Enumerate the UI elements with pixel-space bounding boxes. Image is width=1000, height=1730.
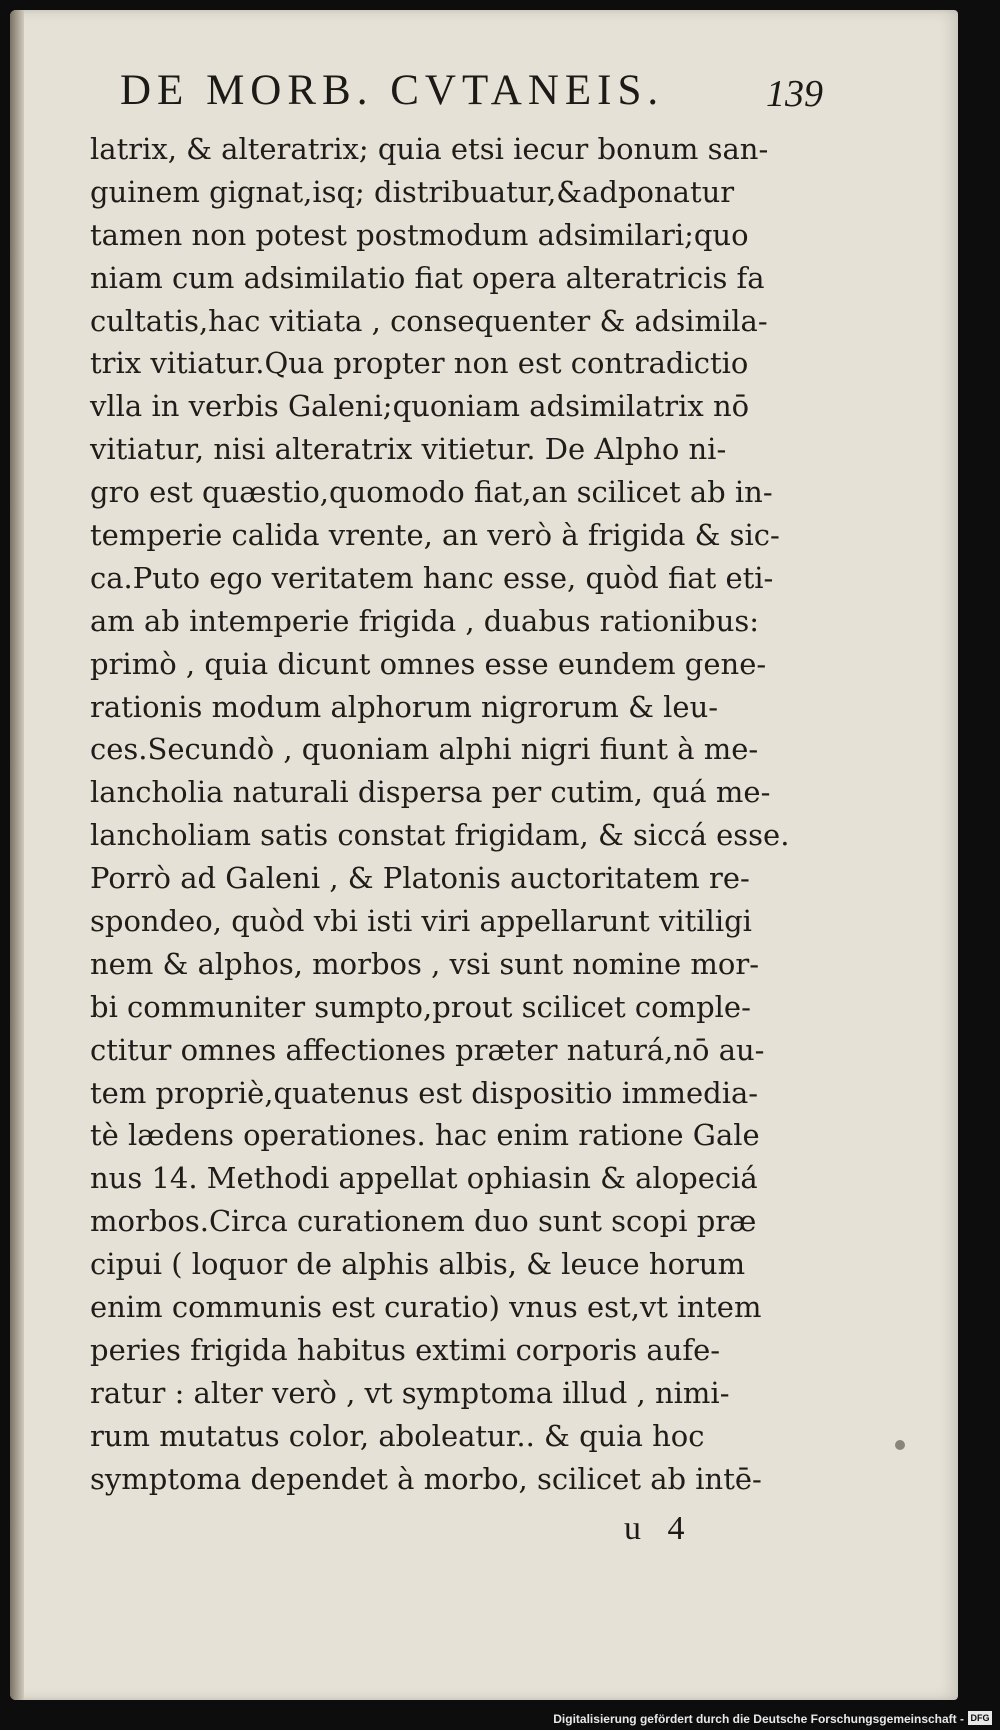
text-line: primò , quia dicunt omnes esse eundem gene- <box>90 646 767 681</box>
funding-credit: Digitalisierung gefördert durch die Deutsche Forschungsgemeinschaft - <box>553 1712 964 1726</box>
text-line: temperie calida vrente, an verò à frigida & sic- <box>90 518 780 553</box>
text-line: tè lædens operationes. hac enim ratione Gale <box>90 1118 760 1153</box>
text-line: Porrò ad Galeni , & Platonis auctoritatem re- <box>90 861 750 896</box>
book-page <box>10 10 958 1700</box>
text-line: ca.Puto ego veritatem hanc esse, quòd fiat eti- <box>90 560 774 595</box>
text-line: cipui ( loquor de alphis albis, & leuce horum <box>90 1247 746 1282</box>
text-line: gro est quæstio,quomodo fiat,an scilicet ab in- <box>90 475 773 510</box>
dfg-logo-icon: DFG <box>968 1711 992 1725</box>
text-line: rum mutatus color, aboleatur.. & quia hoc <box>90 1418 705 1453</box>
text-line: cultatis,hac vitiata , consequenter & adsimila- <box>90 303 768 338</box>
text-line: ces.Secundò , quoniam alphi nigri fiunt à me- <box>90 732 759 767</box>
running-head: DE MORB. CVTANEIS. <box>120 67 665 114</box>
text-line: morbos.Circa curationem duo sunt scopi præ <box>90 1204 757 1239</box>
text-line: enim communis est curatio) vnus est,vt intem <box>90 1290 762 1325</box>
text-line: am ab intemperie frigida , duabus rationibus: <box>90 603 760 638</box>
signature-mark: u 4 <box>624 1510 685 1547</box>
text-line: spondeo, quòd vbi isti viri appellarunt vitiligi <box>90 904 752 939</box>
text-line: tem propriè,quatenus est dispositio immedia- <box>90 1075 759 1110</box>
text-line: guinem gignat,isq; distribuatur,&adponatur <box>90 174 735 209</box>
text-line: vitiatur, nisi alteratrix vitietur. De Alpho ni- <box>90 432 727 467</box>
paper-speck <box>895 1440 905 1450</box>
text-line: niam cum adsimilatio fiat opera alteratricis fa <box>90 260 765 295</box>
text-line: peries frigida habitus extimi corporis aufe- <box>90 1332 721 1367</box>
text-line: trix vitiatur.Qua propter non est contradictio <box>90 346 749 381</box>
text-line: nem & alphos, morbos , vsi sunt nomine mor- <box>90 946 760 981</box>
text-line: rationis modum alphorum nigrorum & leu- <box>90 689 719 724</box>
text-line: symptoma dependet à morbo, scilicet ab intē- <box>90 1461 762 1496</box>
text-line: tamen non potest postmodum adsimilari;quo <box>90 217 749 252</box>
text-line: lancholia naturali dispersa per cutim, quá me- <box>90 775 771 810</box>
text-line: vlla in verbis Galeni;quoniam adsimilatrix nō <box>90 389 750 424</box>
text-line: nus 14. Methodi appellat ophiasin & alopeciá <box>90 1161 758 1196</box>
page-number: 139 <box>766 73 823 115</box>
text-line: latrix, & alteratrix; quia etsi iecur bonum san- <box>90 132 769 166</box>
text-line: ctitur omnes affectiones præter naturá,nō au- <box>90 1032 765 1067</box>
text-line: bi communiter sumpto,prout scilicet comple- <box>90 989 751 1024</box>
text-line: lancholiam satis constat frigidam, & siccá esse. <box>90 818 790 853</box>
body-text <box>90 128 850 1501</box>
page-gutter <box>10 10 24 1700</box>
text-line: ratur : alter verò , vt symptoma illud , nimi- <box>90 1375 730 1410</box>
